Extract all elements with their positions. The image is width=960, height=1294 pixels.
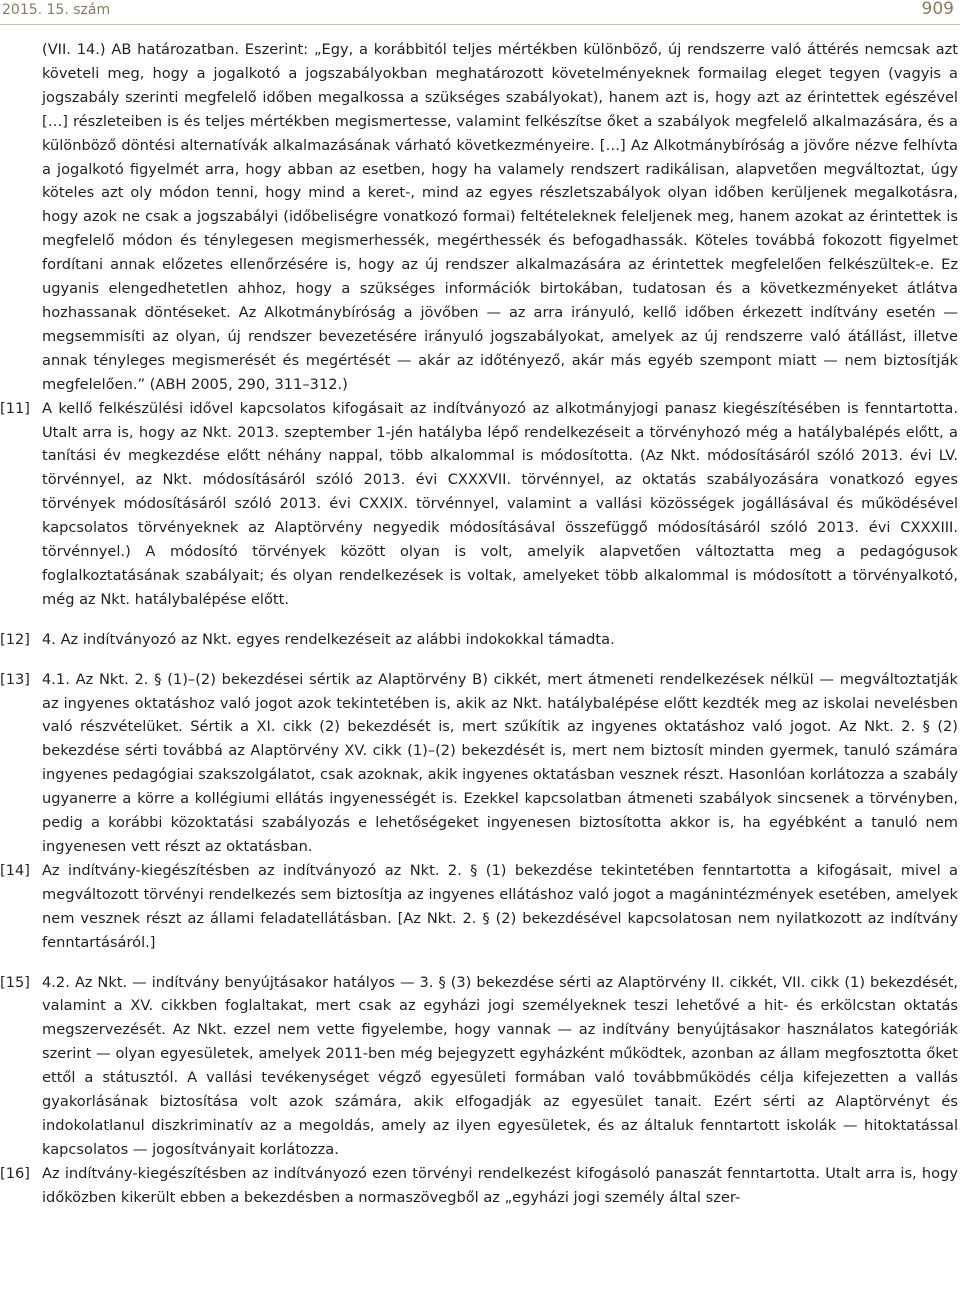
issue-label: 2015. 15. szám [2,2,111,18]
paragraph-text: Az indítvány-kiegészítésben az indítványozó ezen törvényi rendelkezést kifogásoló panaszát fenntartotta. Utalt arra is, hogy időközben kikerült ebben a bekezdésben a normaszövegből az „egyházi jogi személy által szer- [42,1164,958,1206]
paragraph-text: (VII. 14.) AB határozatban. Eszerint: „Egy, a korábbitól teljes mértékben különböző, új rendszerre való áttérés nemcsak azt követeli meg, hogy a jogalkotó a jogszabályokban meghatározott követelményeknek formailag eleget tegyen (vagyis a jogszabály szerinti megfelelő időben megalkossa a szükséges szabályokat), hanem azt is, hogy azt az érintettek egészével […] részleteiben is és teljes mértékben megismertesse, valamint felkészítse őket a szabályok megfelelő alkalmazására, és a különböző döntési alternatívák alkalmazásának várható következményeire. […] Az Alkotmánybíróság a jövőre nézve felhívta a jogalkotó figyelmét arra, hogy abban az esetben, hogy ha valamely rendszert radikálisan, alapvetően megváltoztat, úgy köteles azt oly módon tenni, hogy mind a keret-, mind az egyes részletszabályok olyan időben kerüljenek megalkotásra, hogy azok ne csak a jogszabályi (időbeliségre vonatkozó formai) feltételeknek feleljenek meg, hanem azokat az érintettek is megfelelő módon és ténylegesen megismerhessék, megérthessék és befogadhassák. Köteles továbbá fokozott figyelmet fordítani annak előzetes ellenőrzésére is, hogy az új rendszer alkalmazására az érintettek megfelelően felkészültek-e. Ez ugyanis elengedhetetlen ahhoz, hogy a szükséges információk birtokában, tudatosan és a következményeket átlátva hozhassanak döntéseket. Az Alkotmánybíróság a jövőben — az arra irányuló, kellő időben érkezett indítvány esetén — megsemmisíti az olyan, új rendszer bevezetésére irányuló jogszabályokat, amelyek az új rendszerre való átállást, illetve annak tényleges megismerését és megértését — akár az időtényező, akár más egyéb szempont miatt — nem biztosítják megfelelően.” (ABH 2005, 290, 311–312.) [42,41,958,393]
page-header [0,0,960,26]
document-body [0,38,958,1210]
paragraph-16 [0,1162,958,1210]
paragraph-text: 4.1. Az Nkt. 2. § (1)–(2) bekezdései sértik az Alaptörvény B) cikkét, mert átmeneti rendelkezések nélkül — megváltoztatják az ingyenes oktatáshoz való jogot azok tekintetében is, akik az Nkt. hatálybalépése előtt kezdték meg az iskolai nevelésben való részvételüket. Sértik a XI. cikk (2) bekezdését is, mert szűkítik az ingyenes oktatáshoz való jogot. Az Nkt. 2. § (2) bekezdése sérti továbbá az Alaptörvény XV. cikk (1)–(2) bekezdését is, mert nem biztosít minden gyermek, tanuló számára ingyenes pedagógiai szakszolgálatot, csak azoknak, akik ingyenes oktatásban vesznek részt. Hasonlóan korlátozza a szabály ugyanerre a körre a kollégiumi ellátás ingyenességét is. Ezekkel kapcsolatban átmeneti szabályok sincsenek a törvényben, pedig a korábbi közoktatási szabályozás e lehetőségeket ingyenesen biztosította akkor is, ha egyébként a tanuló nem ingyenesen vett részt az oktatásban. [42,670,958,855]
paragraph-number: [15] [0,973,30,991]
paragraph-11 [0,397,958,612]
paragraph-text: 4.2. Az Nkt. — indítvány benyújtásakor hatályos — 3. § (3) bekezdése sérti az Alaptörvény II. cikkét, VII. cikk (1) bekezdését, valamint a XV. cikkben foglaltakat, mert csak az egyházi jogi személyeknek teszi lehetővé a hit- és erkölcstan oktatás megszervezését. Az Nkt. ezzel nem vette figyelembe, hogy vannak — az indítvány benyújtásakor használatos kategóriák szerint — olyan egyesületek, amelyek 2011-ben még bejegyzett egyházként működtek, azonban az állam megfosztotta őket ettől a státusztól. A vallási tevékenységet végző egyesületi formában való továbbműködés célja kifejezetten a vallás gyakorlásának biztosítása volt azok számára, akik elfogadják az egyesület tanait. Ezért sérti az Alaptörvényt és indokolatlanul diszkriminatív az a megoldás, amely az ilyen egyesületek, és az általuk fenntartott iskolák — hitoktatással kapcsolatos — jogosítványait korlátozza. [42,973,958,1158]
paragraph-13 [0,668,958,859]
paragraph-text: Az indítvány-kiegészítésben az indítványozó az Nkt. 2. § (1) bekezdése tekintetében fenntartotta a kifogásait, mivel a megváltozott törvényi rendelkezés sem biztosítja az ingyenes ellátáshoz való jogot a magánintézmények esetében, amelyek nem vesznek részt az állami feladatellátásban. [Az Nkt. 2. § (2) bekezdésével kapcsolatosan nem nyilatkozott az indítvány fenntartásáról.] [42,861,958,951]
header-divider [0,24,960,25]
paragraph-text: A kellő felkészülési idővel kapcsolatos kifogásait az indítványozó az alkotmányjogi panasz kiegészítésében is fenntartotta. Utalt arra is, hogy az Nkt. 2013. szeptember 1-jén hatályba lépő rendelkezéseit a törvényhozó még a hatálybalépés előtt, a tanítási év megkezdése előtt néhány nappal, több alkalommal is módosította. (Az Nkt. módosításáról szóló 2013. évi LV. törvénnyel, az Nkt. módosításáról szóló 2013. évi CXXXVII. törvénnyel, az oktatás szabályozására vonatkozó egyes törvények módosításáról szóló 2013. évi CXXIX. törvénnyel, valamint a vallási közösségek jogállásával és működésével kapcsolatos törvényeknek az Alaptörvény negyedik módosításával összefüggő módosításáról szóló 2013. évi CXXXIII. törvénnyel.) A módosító törvények között olyan is volt, amelyik alapvetően változtatta meg a pedagógusok foglalkoztatásának szabályait; és olyan rendelkezések is voltak, amelyeket több alkalommal is módosított a törvényalkotó, még az Nkt. hatálybalépése előtt. [42,399,958,608]
paragraph-15 [0,971,958,1162]
paragraph-text: 4. Az indítványozó az Nkt. egyes rendelkezéseit az alábbi indokokkal támadta. [42,630,615,648]
paragraph-14 [0,859,958,955]
paragraph-continuation [0,38,958,397]
paragraph-number: [12] [0,630,30,648]
paragraph-number: [14] [0,861,30,879]
paragraph-number: [11] [0,399,30,417]
paragraph-number: [16] [0,1164,30,1182]
paragraph-12 [0,628,958,652]
paragraph-number: [13] [0,670,30,688]
page-number: 909 [921,0,954,19]
